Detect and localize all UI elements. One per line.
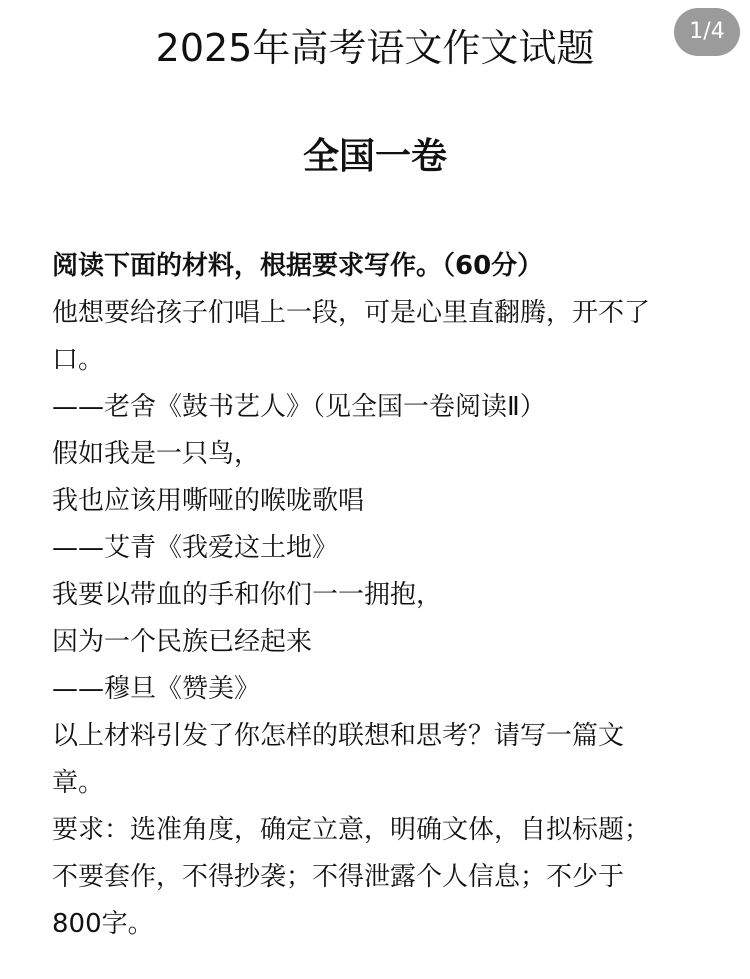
section-title: 全国一卷 — [302, 136, 447, 177]
quote-source: ——老舍《鼓书艺人》（见全国一卷阅读Ⅱ） — [52, 392, 546, 422]
quote-line: 因为一个民族已经起来 — [52, 627, 313, 657]
page-title: 2025年高考语文作文试题 — [155, 26, 595, 70]
page-indicator-badge[interactable]: 1/4 — [674, 8, 740, 56]
quote-line: 我要以带血的手和你们一一拥抱， — [52, 580, 443, 610]
prompt-question: 章。 — [52, 768, 105, 798]
quote-source: ——艾青《我爱这土地》 — [52, 533, 339, 563]
quote-line: 我也应该用嘶哑的喉咙歌唱 — [52, 486, 365, 516]
quote-line: 他想要给孩子们唱上一段，可是心里直翻腾，开不了 — [52, 298, 651, 328]
prompt-question: 以上材料引发了你怎样的联想和思考？请写一篇文 — [52, 721, 625, 751]
prompt-requirements: 800字。 — [52, 909, 154, 939]
quote-line: 假如我是一只鸟， — [52, 439, 261, 469]
prompt-requirements: 不要套作，不得抄袭；不得泄露个人信息；不少于 — [52, 862, 625, 892]
prompt-requirements: 要求：选准角度，确定立意，明确文体，自拟标题； — [52, 815, 651, 845]
prompt-instruction: 阅读下面的材料，根据要求写作。（60分） — [52, 251, 544, 281]
quote-line: 口。 — [52, 345, 105, 375]
quote-source: ——穆旦《赞美》 — [52, 674, 261, 704]
essay-prompt-body — [52, 243, 712, 948]
